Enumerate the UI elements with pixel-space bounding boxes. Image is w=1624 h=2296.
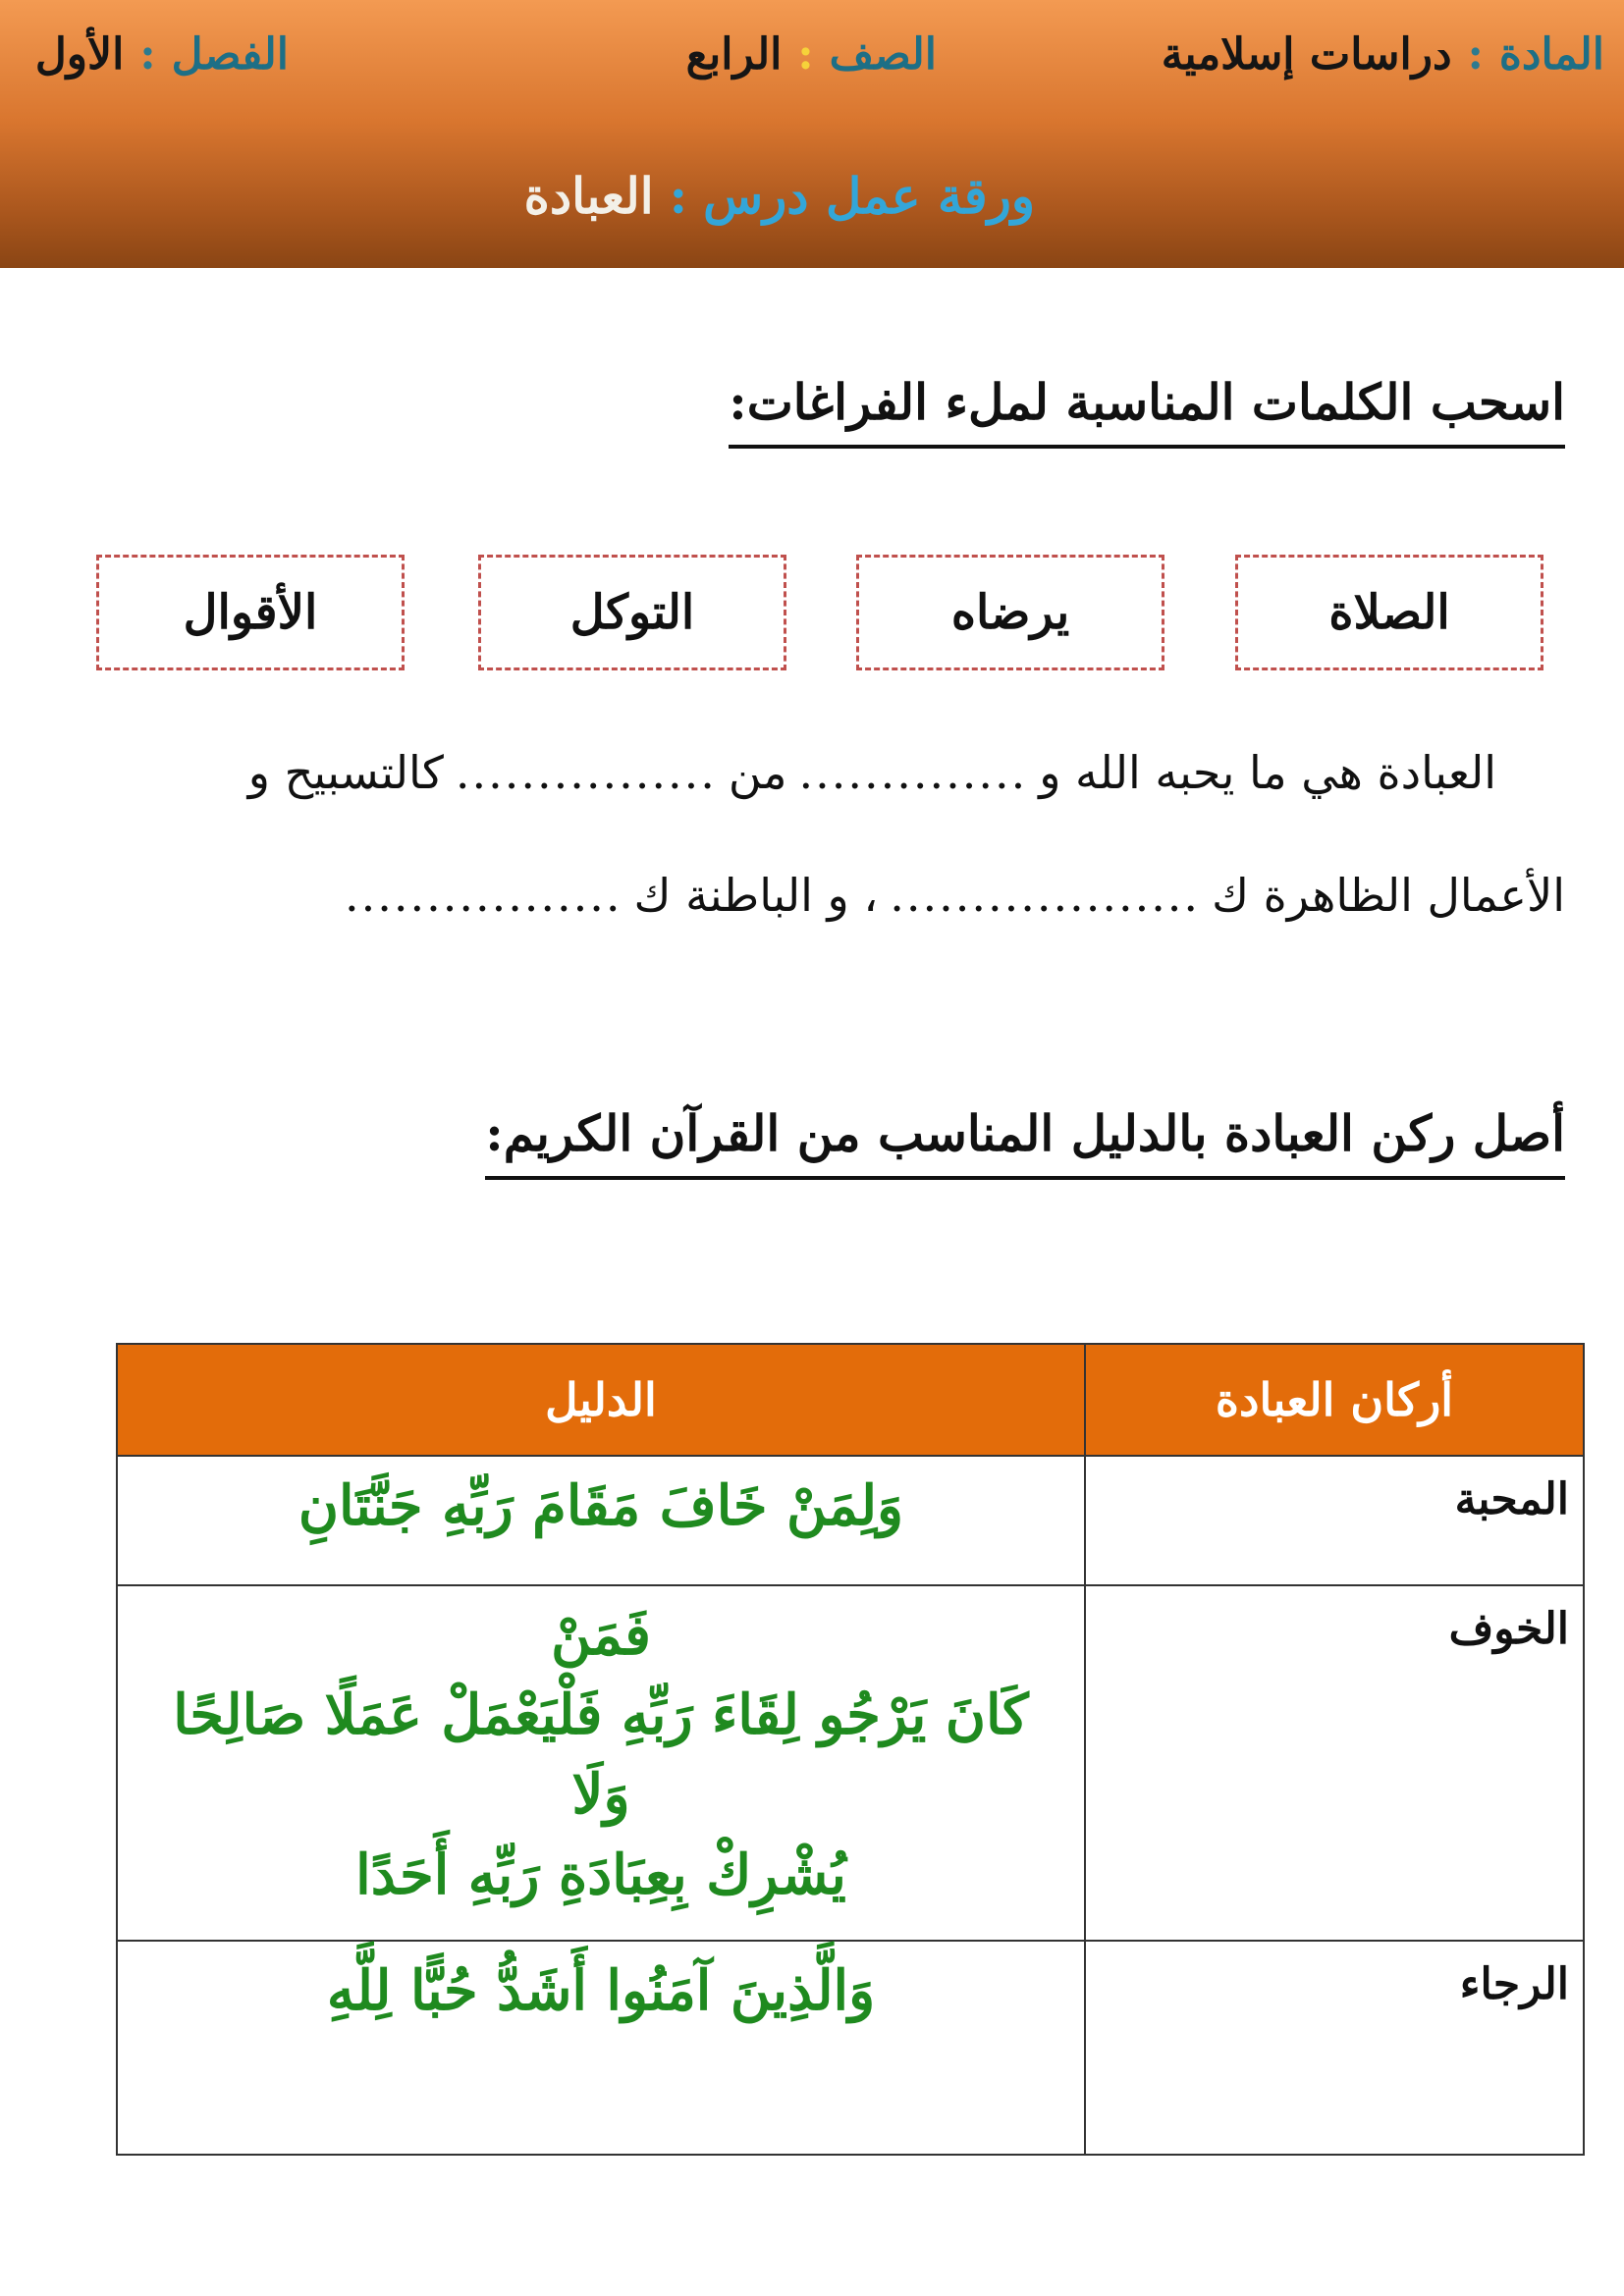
table-row: [117, 1585, 1584, 1941]
pillars-evidence-table: [116, 1343, 1585, 2156]
sentence-1-part-3: كالتسبيح و: [247, 746, 444, 799]
worksheet-header: [0, 0, 1624, 268]
evidence-cell-3[interactable]: [117, 1941, 1085, 2155]
grade-value: الرابع: [685, 29, 783, 80]
evidence-verse-line[interactable]: وَالَّذِينَ آمَنُوا أَشَدُّ حُبًّا لِلَّهِ: [326, 1958, 876, 2023]
subject-colon: :: [1467, 29, 1484, 80]
section-match-heading: أصل ركن العبادة بالدليل المناسب من القرآن الكريم:: [485, 1104, 1565, 1180]
grade-colon: :: [797, 29, 814, 80]
title-colon: :: [669, 167, 688, 225]
subject-value: دراسات إسلامية: [1161, 29, 1452, 80]
blank-3[interactable]: ...................: [890, 869, 1201, 922]
evidence-verse-line[interactable]: وَلِمَنْ خَافَ مَقَامَ رَبِّهِ جَنَّتَانِ: [298, 1473, 904, 1538]
grade-field: [686, 29, 937, 80]
evidence-verse-line[interactable]: فَمَنْ: [551, 1603, 651, 1668]
pillar-fear: الخوف: [1085, 1585, 1584, 1941]
fill-sentence-1: [248, 746, 1496, 799]
evidence-cell-1[interactable]: [117, 1456, 1085, 1585]
word-card-prayer[interactable]: الصلاة: [1235, 555, 1543, 670]
table-row: [117, 1456, 1584, 1585]
blank-1[interactable]: ..............: [798, 746, 1028, 799]
evidence-verse-line[interactable]: يُشْرِكْ بِعِبَادَةِ رَبِّهِ أَحَدًا: [355, 1842, 846, 1907]
sentence-1-part-2: من: [728, 746, 787, 799]
pillar-hope: الرجاء: [1085, 1941, 1584, 2155]
worksheet-title: [524, 167, 1035, 225]
blank-4[interactable]: .................: [344, 869, 623, 922]
header-evidence: الدليل: [117, 1344, 1085, 1456]
word-card-reliance[interactable]: التوكل: [478, 555, 786, 670]
word-card-sayings[interactable]: الأقوال: [96, 555, 405, 670]
term-colon: :: [139, 29, 156, 80]
section-fill-blanks-heading: اسحب الكلمات المناسبة لملء الفراغات:: [729, 373, 1565, 449]
subject-field: [1162, 29, 1604, 80]
table-header-row: [117, 1344, 1584, 1456]
word-card-pleases-him[interactable]: يرضاه: [856, 555, 1164, 670]
pillar-love: المحبة: [1085, 1456, 1584, 1585]
grade-label: الصف: [829, 29, 937, 80]
subject-label: المادة: [1498, 29, 1604, 80]
term-label: الفصل: [171, 29, 289, 80]
term-field: [35, 29, 289, 80]
sentence-1-part-1: العبادة هي ما يحبه الله و: [1039, 746, 1496, 799]
sentence-2-part-2: ، و الباطنة ك: [633, 869, 879, 922]
sentence-2-part-1: الأعمال الظاهرة ك: [1212, 869, 1565, 922]
evidence-cell-2[interactable]: [117, 1585, 1085, 1941]
blank-2[interactable]: ................: [455, 746, 717, 799]
evidence-verse-line[interactable]: كَانَ يَرْجُو لِقَاءَ رَبِّهِ فَلْيَعْمَلْ عَمَلًا صَالِحًا وَلَا: [173, 1682, 1029, 1828]
fill-sentence-2: [345, 869, 1565, 922]
table-row: [117, 1941, 1584, 2155]
term-value: الأول: [34, 29, 125, 80]
title-label: ورقة عمل درس: [703, 167, 1035, 225]
title-value: العبادة: [523, 167, 654, 225]
header-pillars: أركان العبادة: [1085, 1344, 1584, 1456]
word-bank: [96, 555, 1543, 674]
